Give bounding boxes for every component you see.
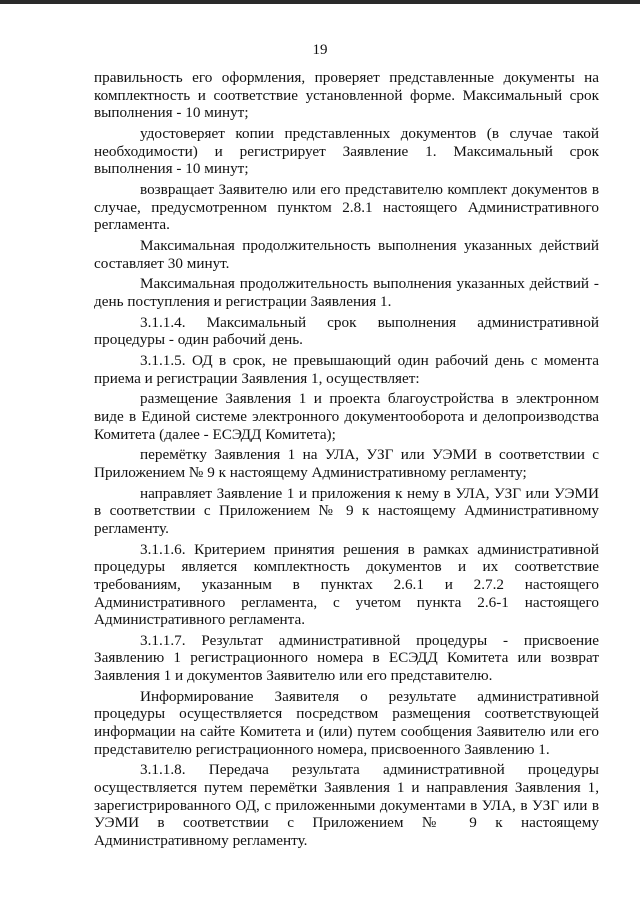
page-number: 19 (312, 42, 328, 58)
paragraph-3: возвращает Заявителю или его представителю комплект документов в случае, предусмотренном пунктом 2.8.1 настоящего Административного регламента. (94, 180, 599, 234)
top-border-line (0, 0, 640, 4)
paragraph-4: Максимальная продолжительность выполнения указанных действий составляет 30 минут. (94, 236, 599, 272)
document-body (94, 69, 599, 853)
paragraph-9: перемётку Заявления 1 на УЛА, УЗГ или УЭМИ в соответствии с Приложением № 9 к настоящему Административному регламенту; (94, 446, 599, 481)
paragraph-10: направляет Заявление 1 и приложения к нему в УЛА, УЗГ или УЭМИ в соответствии с Приложением № 9 к настоящему Административному регламенту. (94, 484, 599, 537)
paragraph-2: удостоверяет копии представленных документов (в случае такой необходимости) и регистрирует Заявление 1. Максимальный срок выполнения - 10 минут; (94, 124, 599, 178)
paragraph-1: правильность его оформления, проверяет представленные документы на комплектность и соответствие установленной форме. Максимальный срок выполнения - 10 минут; (94, 69, 599, 122)
paragraph-11: 3.1.1.6. Критерием принятия решения в рамках административной процедуры является комплектность документов и их соответствие требованиям, указанным в пунктах 2.6.1 и 2.7.2 настоящего Административного регламента, с учетом пункта 2.6-1 настоящего Административного регламента. (94, 540, 599, 629)
paragraph-12: 3.1.1.7. Результат административной процедуры - присвоение Заявлению 1 регистрационного номера в ЕСЭДД Комитета или возврат Заявления 1 и документов Заявителю или его представителю. (94, 631, 599, 685)
paragraph-8: размещение Заявления 1 и проекта благоустройства в электронном виде в Единой системе электронного документооборота и делопроизводства Комитета (далее - ЕСЭДД Комитета); (94, 390, 599, 443)
paragraph-7: 3.1.1.5. ОД в срок, не превышающий один рабочий день с момента приема и регистрации Заявления 1, осуществляет: (94, 352, 599, 387)
paragraph-13: Информирование Заявителя о результате административной процедуры осуществляется посредством размещения соответствующей информации на сайте Комитета и (или) путем сообщения Заявителю или его представителю регистрационного номера, присвоенного Заявлению 1. (94, 687, 599, 758)
paragraph-5: Максимальная продолжительность выполнения указанных действий - день поступления и регистрации Заявления 1. (94, 275, 599, 310)
paragraph-14: 3.1.1.8. Передача результата административной процедуры осуществляется путем перемётки Заявления 1 и направления Заявления 1, зарегистрированного ОД, с приложенными документами в УЛА, в УЗГ или в УЭМИ в соответствии с Приложением № 9 к настоящему Административному регламенту. (94, 761, 599, 849)
paragraph-6: 3.1.1.4. Максимальный срок выполнения административной процедуры - один рабочий день. (94, 313, 599, 349)
